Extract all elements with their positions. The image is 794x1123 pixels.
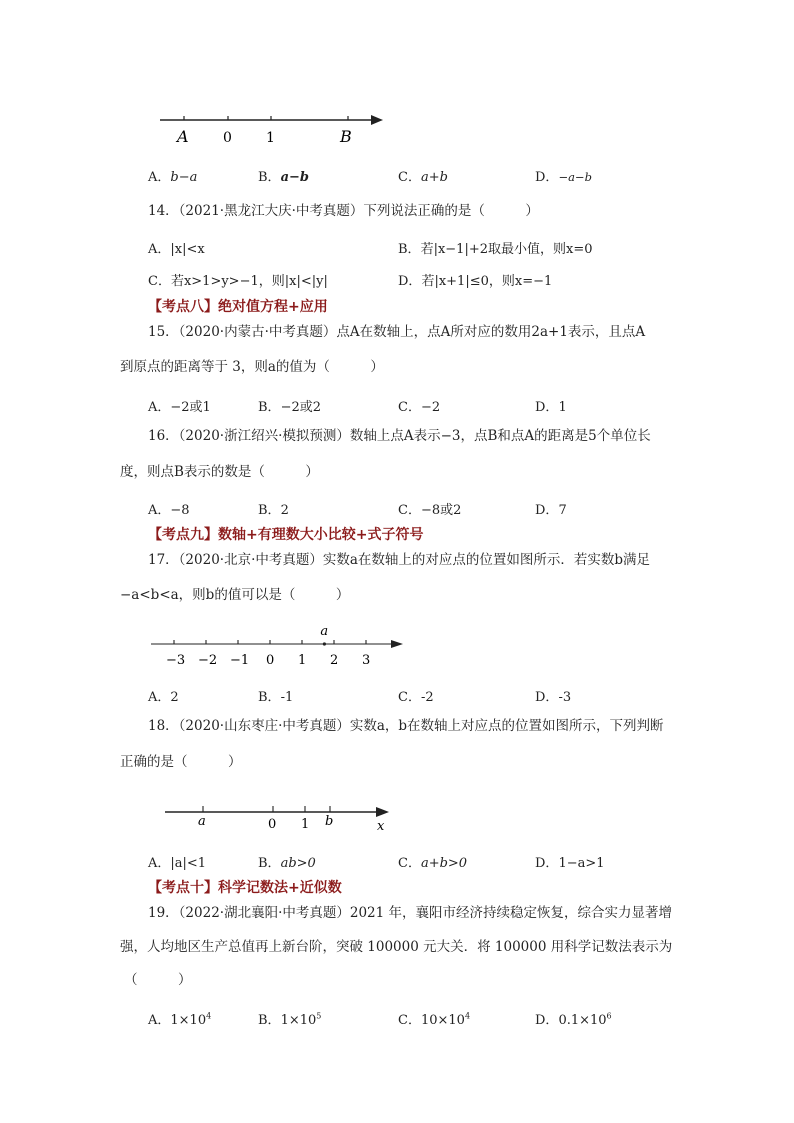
option-letter: C． (398, 690, 421, 705)
option-text: −a−b (558, 170, 592, 184)
option-letter: A． (148, 690, 171, 705)
q14-stem: 14．（2021·黑龙江大庆·中考真题）下列说法正确的是（ ） (148, 203, 539, 219)
axis-arrow (371, 115, 383, 125)
number-line-3 (160, 798, 400, 838)
q15-stem-line2: 到原点的距离等于 3，则a的值为（ ） (120, 359, 384, 375)
option-text: −2或2 (280, 400, 321, 415)
tick-label: −1 (230, 653, 250, 668)
section-heading-8: 【考点八】绝对值方程+应用 (148, 299, 328, 315)
option-letter: C． (398, 856, 421, 871)
option-letter: D． (535, 856, 559, 871)
option-letter: D． (535, 690, 559, 705)
q13-option-a[interactable] (148, 166, 197, 185)
q14-option-d[interactable] (398, 270, 552, 289)
option-letter: A． (148, 170, 171, 185)
option-letter: A． (148, 1013, 171, 1028)
q14-option-b[interactable] (398, 238, 592, 257)
option-letter: C． (398, 1013, 421, 1028)
option-text: |a|<1 (170, 856, 207, 871)
option-exponent: 4 (206, 1011, 212, 1021)
option-text: a+b>0 (420, 856, 468, 871)
point-a (323, 642, 326, 645)
q17-stem-line1: 17．（2020·北京·中考真题）实数a在数轴上的对应点的位置如图所示．若实数b满足 (148, 552, 651, 568)
option-letter: A． (148, 503, 171, 518)
q16-option-b[interactable] (258, 499, 289, 518)
option-text: 若x>1>y>−1，则|x|<|y| (170, 274, 328, 289)
option-text: −8或2 (420, 503, 462, 518)
q18-option-c[interactable] (398, 852, 467, 871)
label-1: 1 (301, 817, 310, 832)
q19-option-a[interactable] (148, 1009, 211, 1028)
option-base: 1×10 (280, 1013, 317, 1028)
q15-option-a[interactable] (148, 396, 211, 415)
q16-option-c[interactable] (398, 499, 461, 518)
q19-option-d[interactable] (535, 1009, 612, 1028)
option-exponent: 4 (464, 1011, 471, 1021)
q18-option-a[interactable] (148, 852, 206, 871)
option-base: 0.1×10 (558, 1013, 607, 1028)
option-text: ab>0 (280, 856, 316, 871)
q19-stem-line1: 19．（2022·湖北襄阳·中考真题）2021 年，襄阳市经济持续稳定恢复，综合实力显著增 (148, 905, 673, 921)
option-letter: A． (148, 242, 171, 257)
option-text: 1 (558, 400, 567, 415)
option-letter: B． (258, 1013, 281, 1028)
q18-option-b[interactable] (258, 852, 316, 871)
option-letter: B． (258, 856, 281, 871)
q16-option-d[interactable] (535, 499, 567, 518)
q19-stem-line2: 强，人均地区生产总值再上新台阶，突破 100000 元大关．将 100000 用科学记数法表示为 (120, 939, 673, 955)
option-text: |x|<x (170, 242, 205, 257)
label-A: A (177, 127, 189, 146)
q15-stem-line1: 15．（2020·内蒙古·中考真题）点A在数轴上，点A所对应的数用2a+1表示，且点A (148, 324, 646, 340)
option-letter: D． (535, 400, 559, 415)
q16-stem-line1: 16．（2020·浙江绍兴·模拟预测）数轴上点A表示−3，点B和点A的距离是5个单位长 (148, 428, 651, 444)
label-0: 0 (223, 130, 232, 146)
q14-option-c[interactable] (148, 270, 328, 289)
option-letter: A． (148, 856, 171, 871)
q14-option-a[interactable] (148, 238, 205, 257)
option-text: 1−a>1 (558, 856, 605, 871)
section-heading-10: 【考点十】科学记数法+近似数 (148, 880, 342, 896)
option-base: 10×10 (420, 1013, 465, 1028)
option-text: −2 (420, 400, 441, 415)
option-text: -2 (420, 690, 434, 705)
q17-option-c[interactable] (398, 686, 434, 705)
q13-option-b[interactable] (258, 166, 309, 185)
point-a-label: a (320, 624, 329, 639)
option-text: −2或1 (170, 400, 211, 415)
option-exponent: 5 (316, 1011, 322, 1021)
q13-option-c[interactable] (398, 166, 448, 185)
option-base: 1×10 (170, 1013, 207, 1028)
option-text: −8 (170, 503, 190, 518)
number-line-2 (148, 620, 408, 670)
option-letter: C． (398, 170, 421, 185)
q15-option-b[interactable] (258, 396, 321, 415)
label-a: a (198, 814, 206, 829)
option-letter: D． (535, 503, 559, 518)
tick-label: 3 (362, 653, 371, 668)
q16-option-a[interactable] (148, 499, 190, 518)
label-x: x (377, 819, 385, 834)
q17-stem-line2: −a<b<a，则b的值可以是（ ） (120, 587, 350, 603)
option-letter: C． (148, 274, 171, 289)
q19-option-c[interactable] (398, 1009, 470, 1028)
option-letter: D． (535, 170, 559, 185)
option-text: a+b (420, 170, 448, 185)
option-letter: B． (258, 400, 281, 415)
option-text: 若|x−1|+2取最小值，则x=0 (420, 242, 593, 257)
option-letter: C． (398, 400, 421, 415)
q16-stem-line2: 度，则点B表示的数是（ ） (120, 464, 319, 480)
q15-option-d[interactable] (535, 396, 567, 415)
option-exponent: 6 (606, 1011, 612, 1021)
q18-option-d[interactable] (535, 852, 605, 871)
q19-option-b[interactable] (258, 1009, 321, 1028)
tick-label: 2 (330, 653, 339, 668)
option-letter: D． (398, 274, 422, 289)
option-text: 7 (558, 503, 567, 518)
option-letter: A． (148, 400, 171, 415)
option-text: b−a (170, 170, 198, 185)
tick-label: −3 (166, 653, 186, 668)
option-text: -3 (558, 690, 572, 705)
label-0: 0 (268, 817, 277, 832)
label-B: B (340, 127, 352, 146)
option-text: -1 (280, 690, 294, 705)
q17-option-b[interactable] (258, 686, 293, 705)
q17-option-a[interactable] (148, 686, 179, 705)
q17-option-d[interactable] (535, 686, 571, 705)
axis-arrow (376, 807, 389, 817)
option-text: a−b (280, 170, 309, 185)
option-letter: B． (398, 242, 421, 257)
option-letter: D． (535, 1013, 559, 1028)
option-letter: B． (258, 690, 281, 705)
q13-option-d[interactable] (535, 166, 592, 185)
q19-stem-line3: （ ） (124, 972, 192, 988)
option-letter: B． (258, 170, 281, 185)
option-letter: C． (398, 503, 421, 518)
tick-label: 1 (298, 653, 307, 668)
option-text: 2 (280, 503, 289, 518)
label-b: b (325, 814, 334, 829)
tick-label: −2 (198, 653, 218, 668)
option-text: 2 (170, 690, 179, 705)
number-line-1 (155, 108, 390, 148)
option-letter: B． (258, 503, 281, 518)
q18-stem-line2: 正确的是（ ） (120, 754, 242, 770)
label-1: 1 (266, 130, 275, 146)
q18-stem-line1: 18．（2020·山东枣庄·中考真题）实数a，b在数轴上对应点的位置如图所示，下列判断 (148, 718, 664, 734)
option-text: 若|x+1|≤0，则x=−1 (421, 274, 553, 289)
tick-label: 0 (266, 653, 275, 668)
axis-arrow (391, 640, 403, 648)
section-heading-9: 【考点九】数轴+有理数大小比较+式子符号 (148, 527, 424, 543)
q15-option-c[interactable] (398, 396, 440, 415)
